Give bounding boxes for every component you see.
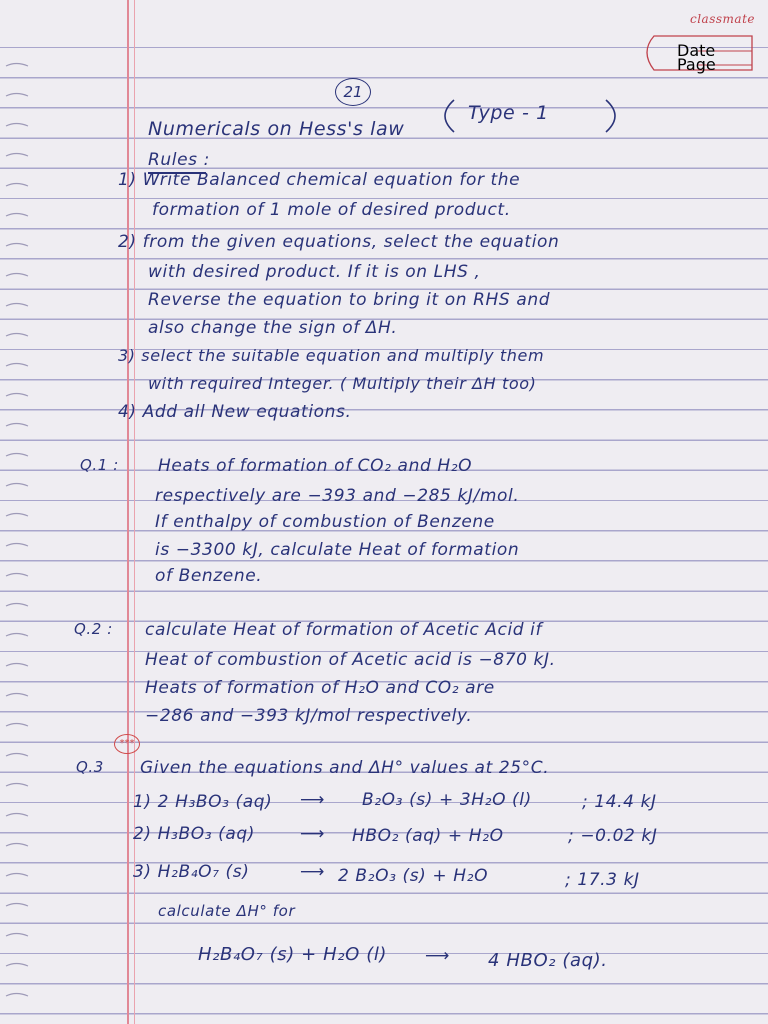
equation-rhs: HBO₂ (aq) + H₂O [352,826,504,846]
q2-label: Q.2 : [74,620,113,638]
q1-line: respectively are −393 and −285 kJ/mol. [155,486,520,506]
rule-line: with desired product. If it is on LHS , [148,262,481,282]
brand-logo: classmate [690,12,755,26]
equation-lhs: 2) H₃BO₃ (aq) [133,824,255,844]
q3-intro: Given the equations and ΔH° values at 25°C. [140,758,550,778]
q1-line: Heats of formation of CO₂ and H₂O [158,456,473,476]
date-label: Date [677,41,716,60]
target-lhs: H₂B₄O₇ (s) + H₂O (l) [198,944,388,965]
rule-line: with required Integer. ( Multiply their ΔH too) [148,374,537,393]
q1-line: of Benzene. [155,566,263,586]
equation-lhs: 3) H₂B₄O₇ (s) [133,862,250,882]
q2-line: Heat of combustion of Acetic acid is −870 kJ. [145,650,556,670]
q2-line: −286 and −393 kJ/mol respectively. [145,706,473,726]
equation-dh: ; 17.3 kJ [565,870,640,890]
target-rhs: 4 HBO₂ (aq). [488,950,608,971]
margin-line [127,0,129,1024]
rules-heading: Rules : [148,150,210,170]
page-label: Page [677,55,716,74]
calc-prompt: calculate ΔH° for [158,902,296,920]
reaction-arrow: ⟶ [300,790,325,810]
rule-line: formation of 1 mole of desired product. [152,200,511,220]
rule-line: 2) from the given equations, select the equation [118,232,560,252]
page-title: Numericals on Hess's law [148,118,405,140]
q1-line: If enthalpy of combustion of Benzene [155,512,495,532]
reaction-arrow: ⟶ [300,824,325,844]
equation-dh: ; −0.02 kJ [568,826,658,846]
important-star-mark: *** [114,734,140,754]
reaction-arrow: ⟶ [300,862,325,882]
rule-line: 4) Add all New equations. [118,402,352,422]
q1-label: Q.1 : [80,456,119,474]
notebook-spiral-edge [0,0,48,1024]
page-number: 21 [335,78,371,106]
equation-lhs: 1) 2 H₃BO₃ (aq) [133,792,273,812]
equation-rhs: 2 B₂O₃ (s) + H₂O [338,866,489,886]
equation-rhs: B₂O₃ (s) + 3H₂O (l) [362,790,532,810]
rule-line: 3) select the suitable equation and multiply them [118,346,545,365]
reaction-arrow: ⟶ [425,946,450,966]
q2-line: Heats of formation of H₂O and CO₂ are [145,678,495,698]
q3-label: Q.3 [76,758,104,776]
rule-line: also change the sign of ΔH. [148,318,398,338]
rule-line: 1) Write Balanced chemical equation for the [118,170,521,190]
q1-line: is −3300 kJ, calculate Heat of formation [155,540,520,560]
rule-line: Reverse the equation to bring it on RHS and [148,290,551,310]
type-label: Type - 1 [468,102,549,124]
q2-line: calculate Heat of formation of Acetic Acid if [145,620,543,640]
equation-dh: ; 14.4 kJ [582,792,657,812]
